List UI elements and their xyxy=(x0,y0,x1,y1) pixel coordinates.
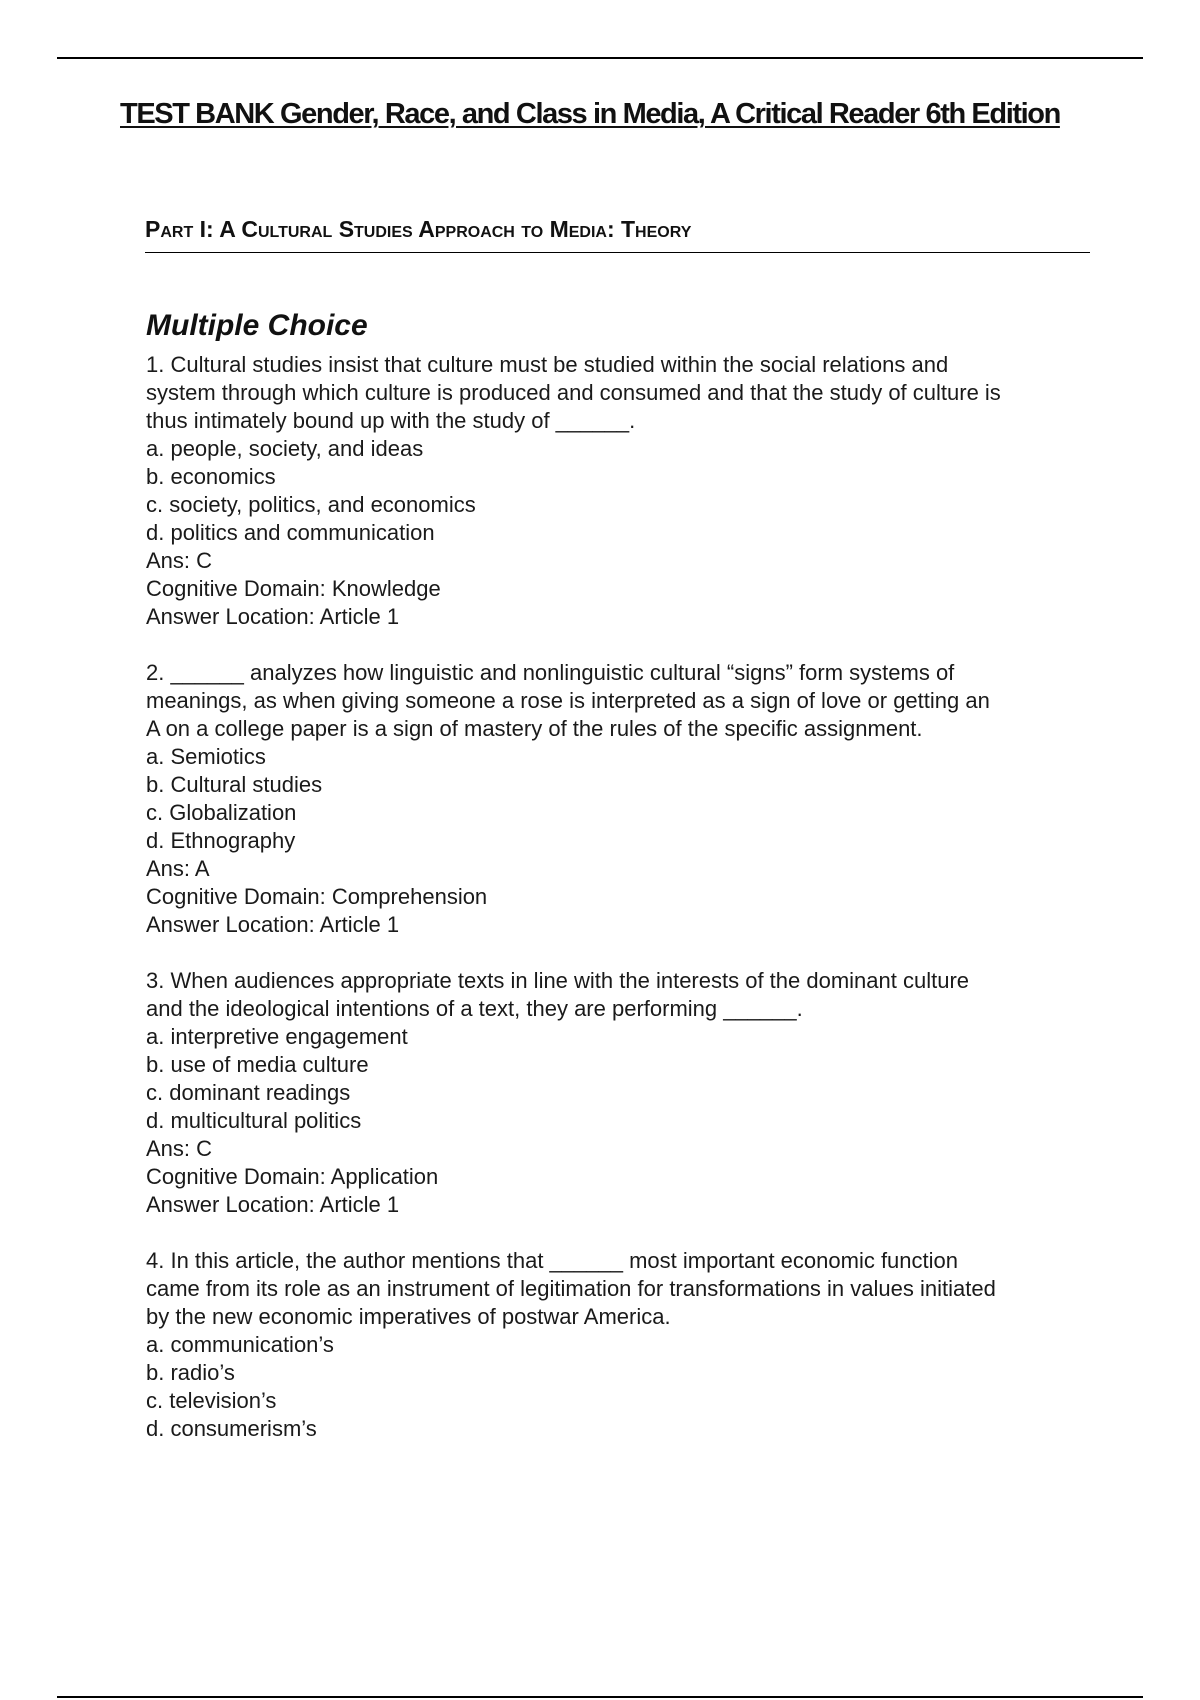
answer-option: b. Cultural studies xyxy=(146,772,323,797)
question-stem-line: thus intimately bound up with the study of ______. xyxy=(146,408,636,433)
question-stem-line: 1. Cultural studies insist that culture must be studied within the social relations and xyxy=(146,352,949,377)
answer-key: Ans: C xyxy=(146,1136,213,1161)
answer-option: c. television’s xyxy=(146,1388,277,1413)
bottom-rule xyxy=(57,1696,1143,1698)
answer-option: a. interpretive engagement xyxy=(146,1024,408,1049)
answer-location: Answer Location: Article 1 xyxy=(146,912,400,937)
cognitive-domain: Cognitive Domain: Comprehension xyxy=(146,884,488,909)
answer-option: a. people, society, and ideas xyxy=(146,436,424,461)
answer-key: Ans: C xyxy=(146,548,213,573)
answer-option: d. consumerism’s xyxy=(146,1416,317,1441)
question-stem-line: 2. ______ analyzes how linguistic and nonlinguistic cultural “signs” form systems of xyxy=(146,660,955,685)
question-3 xyxy=(146,967,1096,1219)
answer-option: d. politics and communication xyxy=(146,520,435,545)
answer-option: c. society, politics, and economics xyxy=(146,492,476,517)
answer-option: d. Ethnography xyxy=(146,828,296,853)
question-stem-line: and the ideological intentions of a text, they are performing ______. xyxy=(146,996,803,1021)
answer-option: a. Semiotics xyxy=(146,744,266,769)
question-stem-line: came from its role as an instrument of legitimation for transformations in values initiated xyxy=(146,1276,996,1301)
answer-option: d. multicultural politics xyxy=(146,1108,362,1133)
answer-option: b. use of media culture xyxy=(146,1052,369,1077)
answer-location: Answer Location: Article 1 xyxy=(146,1192,400,1217)
answer-option: c. dominant readings xyxy=(146,1080,351,1105)
answer-option: b. economics xyxy=(146,464,276,489)
question-list xyxy=(146,351,1096,1471)
section-heading: Multiple Choice xyxy=(146,309,368,342)
question-stem-line: 4. In this article, the author mentions that ______ most important economic function xyxy=(146,1248,959,1273)
cognitive-domain: Cognitive Domain: Application xyxy=(146,1164,439,1189)
question-2 xyxy=(146,659,1096,939)
document-title: TEST BANK Gender, Race, and Class in Media, A Critical Reader 6th Edition xyxy=(120,98,1060,130)
question-stem-line: 3. When audiences appropriate texts in line with the interests of the dominant culture xyxy=(146,968,970,993)
answer-option: b. radio’s xyxy=(146,1360,235,1385)
answer-option: c. Globalization xyxy=(146,800,297,825)
answer-key: Ans: A xyxy=(146,856,210,881)
question-1 xyxy=(146,351,1096,631)
question-stem-line: by the new economic imperatives of postwar America. xyxy=(146,1304,671,1329)
answer-option: a. communication’s xyxy=(146,1332,334,1357)
part-heading: Part I: A Cultural Studies Approach to Media: Theory xyxy=(145,216,1090,253)
question-4 xyxy=(146,1247,1096,1443)
question-stem-line: meanings, as when giving someone a rose is interpreted as a sign of love or getting an xyxy=(146,688,990,713)
answer-location: Answer Location: Article 1 xyxy=(146,604,400,629)
question-stem-line: system through which culture is produced and consumed and that the study of culture is xyxy=(146,380,1001,405)
question-stem-line: A on a college paper is a sign of mastery of the rules of the specific assignment. xyxy=(146,716,923,741)
top-rule xyxy=(57,57,1143,59)
cognitive-domain: Cognitive Domain: Knowledge xyxy=(146,576,441,601)
